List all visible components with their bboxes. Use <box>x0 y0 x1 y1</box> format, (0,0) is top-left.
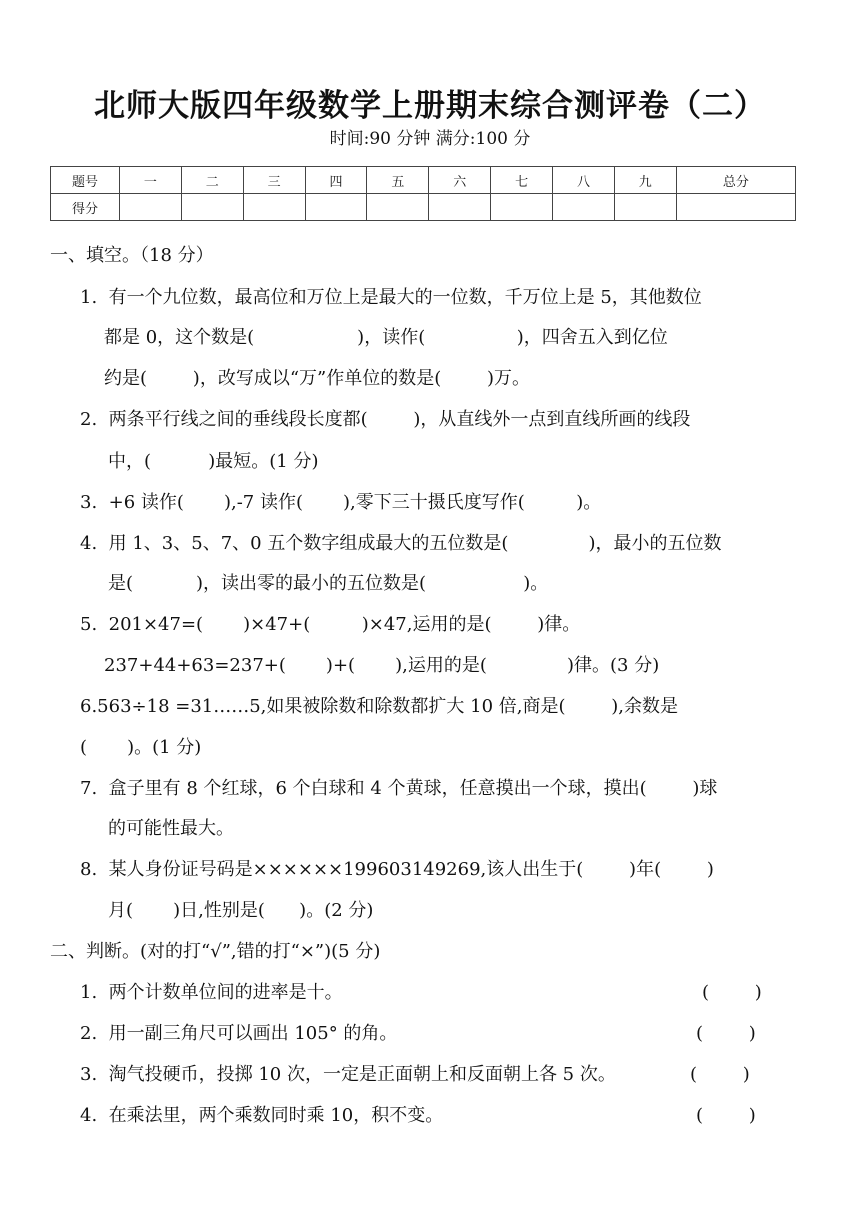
question-line: 3. +6 读作( ),-7 读作( ),零下三十摄氏度写作( )。 <box>80 492 602 513</box>
question-line: 237+44+63=237+( )+( ),运用的是( )律。(3 分) <box>104 655 660 676</box>
table-cell: 四 <box>305 167 367 194</box>
question-line: 8. 某人身份证号码是××××××199603149269,该人出生于( )年( ) <box>80 859 714 880</box>
question-line: 4. 用 1、3、5、7、0 五个数字组成最大的五位数是( )，最小的五位数 <box>80 533 722 554</box>
score-entry-cell[interactable] <box>491 194 553 221</box>
score-table-header-row <box>51 167 796 194</box>
score-entry-cell[interactable] <box>243 194 305 221</box>
question-line: 7. 盒子里有 8 个红球，6 个白球和 4 个黄球，任意摸出一个球，摸出( )球 <box>80 778 718 799</box>
score-entry-cell[interactable] <box>429 194 491 221</box>
judge-question-text: 3. 淘气投硬币，投掷 10 次，一定是正面朝上和反面朝上各 5 次。 <box>80 1064 616 1085</box>
score-entry-cell[interactable] <box>614 194 676 221</box>
question-line: 5. 201×47=( )×47+( )×47,运用的是( )律。 <box>80 614 581 635</box>
judge-question-text: 2. 用一副三角尺可以画出 105° 的角。 <box>80 1023 398 1044</box>
question-line: 约是( )，改写成以“万”作单位的数是( )万。 <box>104 368 531 389</box>
section-heading-judge: 二、判断。(对的打“√”,错的打“×”)(5 分) <box>50 941 381 962</box>
judge-answer-blank[interactable]: ( ) <box>702 982 762 1003</box>
score-table <box>50 166 796 221</box>
question-line: 都是 0，这个数是( )，读作( )，四舍五入到亿位 <box>104 327 668 348</box>
table-cell: 八 <box>553 167 615 194</box>
judge-question-text: 1. 两个计数单位间的进率是十。 <box>80 982 343 1003</box>
table-cell: 总分 <box>676 167 795 194</box>
table-cell: 得分 <box>51 194 120 221</box>
question-line: 1. 有一个九位数，最高位和万位上是最大的一位数，千万位上是 5，其他数位 <box>80 287 702 308</box>
table-cell: 三 <box>243 167 305 194</box>
score-entry-cell[interactable] <box>676 194 795 221</box>
question-line: 6.563÷18 =31……5,如果被除数和除数都扩大 10 倍,商是( ),余数是 <box>80 696 679 717</box>
table-cell: 五 <box>367 167 429 194</box>
table-cell: 九 <box>614 167 676 194</box>
table-cell: 二 <box>181 167 243 194</box>
page-title: 北师大版四年级数学上册期末综合测评卷（二） <box>94 88 766 124</box>
question-line: 月( )日,性别是( )。(2 分) <box>108 900 374 921</box>
judge-answer-blank[interactable]: ( ) <box>690 1064 750 1085</box>
score-entry-cell[interactable] <box>553 194 615 221</box>
exam-time-score-info: 时间:90 分钟 满分:100 分 <box>329 129 531 149</box>
table-cell: 题号 <box>51 167 120 194</box>
question-line: 中，( )最短。(1 分) <box>108 451 319 472</box>
question-line: 2. 两条平行线之间的垂线段长度都( )，从直线外一点到直线所画的线段 <box>80 409 691 430</box>
question-line: ( )。(1 分) <box>80 737 202 758</box>
question-line: 的可能性最大。 <box>108 818 234 839</box>
score-entry-cell[interactable] <box>305 194 367 221</box>
table-cell: 一 <box>120 167 182 194</box>
table-cell: 六 <box>429 167 491 194</box>
score-entry-cell[interactable] <box>367 194 429 221</box>
question-line: 是( )，读出零的最小的五位数是( )。 <box>108 573 549 594</box>
score-entry-cell[interactable] <box>120 194 182 221</box>
score-entry-cell[interactable] <box>181 194 243 221</box>
score-table-score-row <box>51 194 796 221</box>
table-cell: 七 <box>491 167 553 194</box>
section-heading-fill: 一、填空。（18 分） <box>50 245 214 266</box>
judge-answer-blank[interactable]: ( ) <box>696 1105 756 1126</box>
judge-answer-blank[interactable]: ( ) <box>696 1023 756 1044</box>
judge-question-text: 4. 在乘法里，两个乘数同时乘 10，积不变。 <box>80 1105 444 1126</box>
